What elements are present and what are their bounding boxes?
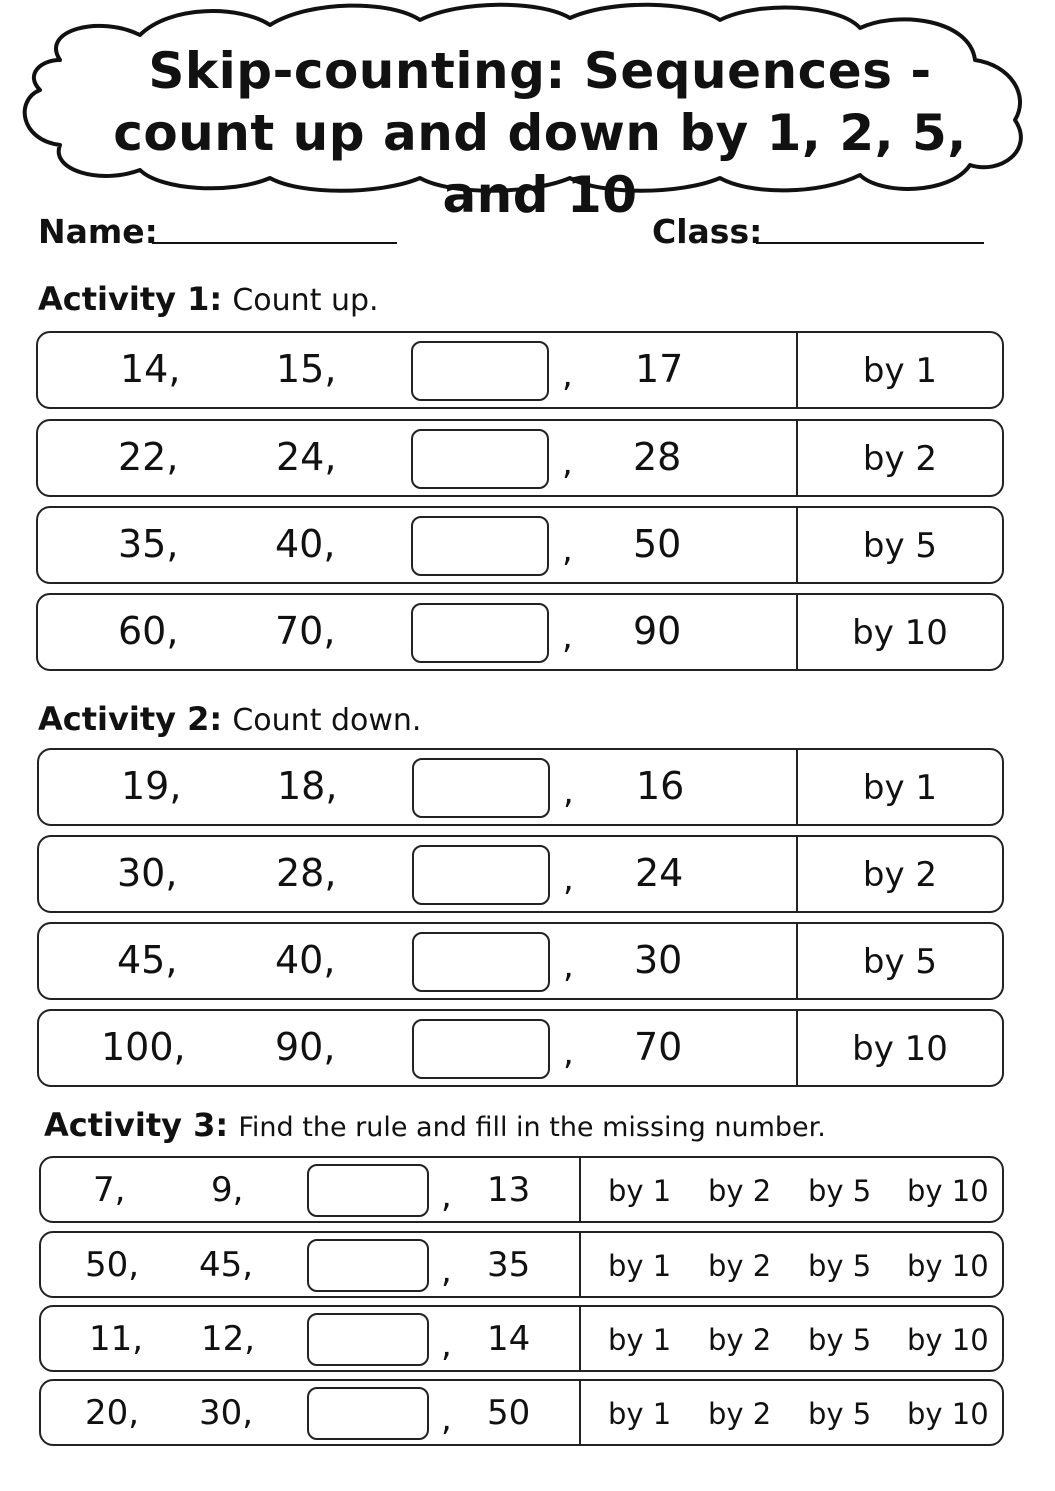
rule-label: by 5 — [862, 942, 938, 982]
rule-label: by 1 — [862, 351, 938, 391]
term-4: 14 — [487, 1319, 531, 1359]
comma: , — [563, 946, 574, 986]
activity-1-row-4 — [36, 593, 1004, 671]
missing-number-box[interactable] — [307, 1313, 429, 1366]
comma: , — [562, 617, 573, 657]
activity-3-row-4 — [39, 1379, 1004, 1446]
comma: , — [562, 443, 573, 483]
term-4: 16 — [636, 764, 685, 808]
missing-number-box[interactable] — [307, 1239, 429, 1292]
activity-2-heading — [38, 700, 421, 738]
activity-1-instruction: Count up. — [232, 283, 379, 318]
class-label: Class: — [652, 212, 763, 251]
comma: , — [441, 1399, 452, 1439]
activity-1-label: Activity 1: — [38, 280, 223, 318]
rule-option-by-1[interactable]: by 1 — [608, 1174, 672, 1208]
term-1: 100, — [101, 1025, 186, 1069]
term-1: 35, — [118, 522, 179, 566]
activity-2-instruction: Count down. — [232, 703, 422, 738]
activity-3-heading — [44, 1106, 826, 1144]
row-divider — [579, 1233, 581, 1296]
term-4: 50 — [487, 1393, 531, 1433]
term-1: 60, — [118, 609, 179, 653]
term-2: 28, — [276, 851, 337, 895]
rule-option-by-2[interactable]: by 2 — [708, 1323, 772, 1357]
title-line-1: Skip-counting: Sequences - — [148, 42, 932, 100]
term-2: 15, — [276, 347, 337, 391]
comma: , — [563, 772, 574, 812]
term-1: 7, — [93, 1170, 126, 1210]
activity-1-heading — [38, 280, 379, 318]
rule-option-by-2[interactable]: by 2 — [708, 1174, 772, 1208]
comma: , — [441, 1325, 452, 1365]
name-field[interactable] — [152, 242, 397, 244]
rule-option-by-10[interactable]: by 10 — [907, 1397, 989, 1431]
row-divider — [579, 1158, 581, 1221]
activity-3-row-1 — [39, 1156, 1004, 1223]
activity-1-row-1 — [36, 331, 1004, 409]
missing-number-box[interactable] — [411, 603, 549, 663]
term-4: 50 — [633, 522, 682, 566]
activity-2-row-3 — [37, 922, 1004, 1000]
comma: , — [441, 1176, 452, 1216]
term-4: 24 — [635, 851, 684, 895]
rule-option-by-10[interactable]: by 10 — [907, 1323, 989, 1357]
title-line-2: count up and down by 1, 2, 5, and 10 — [113, 104, 967, 224]
term-2: 24, — [276, 435, 337, 479]
comma: , — [562, 530, 573, 570]
term-2: 70, — [275, 609, 336, 653]
rule-option-by-1[interactable]: by 1 — [608, 1323, 672, 1357]
rule-option-by-5[interactable]: by 5 — [808, 1249, 872, 1283]
rule-label: by 2 — [862, 439, 938, 479]
missing-number-box[interactable] — [412, 932, 550, 992]
missing-number-box[interactable] — [307, 1387, 429, 1440]
term-2: 90, — [275, 1025, 336, 1069]
term-2: 45, — [199, 1245, 254, 1285]
rule-label: by 5 — [862, 526, 938, 566]
rule-label: by 2 — [862, 855, 938, 895]
activity-3-row-3 — [39, 1305, 1004, 1372]
class-field[interactable] — [756, 242, 984, 244]
term-4: 17 — [635, 347, 684, 391]
row-divider — [579, 1381, 581, 1444]
page-title — [60, 40, 1020, 226]
term-1: 50, — [85, 1245, 140, 1285]
missing-number-box[interactable] — [412, 758, 550, 818]
activity-2-row-2 — [37, 835, 1004, 913]
comma: , — [562, 355, 573, 395]
rule-option-by-2[interactable]: by 2 — [708, 1249, 772, 1283]
term-1: 30, — [117, 851, 178, 895]
comma: , — [563, 1033, 574, 1073]
missing-number-box[interactable] — [412, 1019, 550, 1079]
missing-number-box[interactable] — [412, 845, 550, 905]
term-2: 12, — [201, 1319, 256, 1359]
missing-number-box[interactable] — [411, 429, 549, 489]
missing-number-box[interactable] — [307, 1164, 429, 1217]
name-label: Name: — [38, 212, 158, 251]
rule-label: by 10 — [852, 1029, 948, 1069]
term-4: 13 — [487, 1170, 531, 1210]
comma: , — [441, 1251, 452, 1291]
activity-3-row-2 — [39, 1231, 1004, 1298]
term-2: 30, — [199, 1393, 254, 1433]
activity-2-row-4 — [37, 1009, 1004, 1087]
rule-option-by-5[interactable]: by 5 — [808, 1174, 872, 1208]
term-1: 22, — [118, 435, 179, 479]
term-4: 70 — [634, 1025, 683, 1069]
term-1: 11, — [89, 1319, 144, 1359]
missing-number-box[interactable] — [411, 341, 549, 401]
activity-3-instruction: Find the rule and fill in the missing number. — [238, 1112, 826, 1143]
term-1: 14, — [120, 347, 181, 391]
term-2: 9, — [211, 1170, 244, 1210]
activity-2-row-1 — [37, 748, 1004, 826]
term-4: 28 — [633, 435, 682, 479]
term-4: 30 — [634, 938, 683, 982]
term-2: 18, — [277, 764, 338, 808]
rule-option-by-10[interactable]: by 10 — [907, 1174, 989, 1208]
rule-option-by-1[interactable]: by 1 — [608, 1397, 672, 1431]
term-1: 19, — [121, 764, 182, 808]
term-2: 40, — [275, 522, 336, 566]
comma: , — [563, 859, 574, 899]
term-1: 20, — [85, 1393, 140, 1433]
rule-option-by-5[interactable]: by 5 — [808, 1397, 872, 1431]
rule-option-by-2[interactable]: by 2 — [708, 1397, 772, 1431]
rule-label: by 10 — [852, 613, 948, 653]
rule-label: by 1 — [862, 768, 938, 808]
term-1: 45, — [117, 938, 178, 982]
rule-option-by-1[interactable]: by 1 — [608, 1249, 672, 1283]
rule-option-by-10[interactable]: by 10 — [907, 1249, 989, 1283]
activity-1-row-3 — [36, 506, 1004, 584]
term-4: 35 — [487, 1245, 531, 1285]
rule-option-by-5[interactable]: by 5 — [808, 1323, 872, 1357]
activity-3-label: Activity 3: — [44, 1106, 229, 1144]
activity-2-label: Activity 2: — [38, 700, 223, 738]
row-divider — [579, 1307, 581, 1370]
term-2: 40, — [275, 938, 336, 982]
missing-number-box[interactable] — [411, 516, 549, 576]
activity-1-row-2 — [36, 419, 1004, 497]
term-4: 90 — [633, 609, 682, 653]
